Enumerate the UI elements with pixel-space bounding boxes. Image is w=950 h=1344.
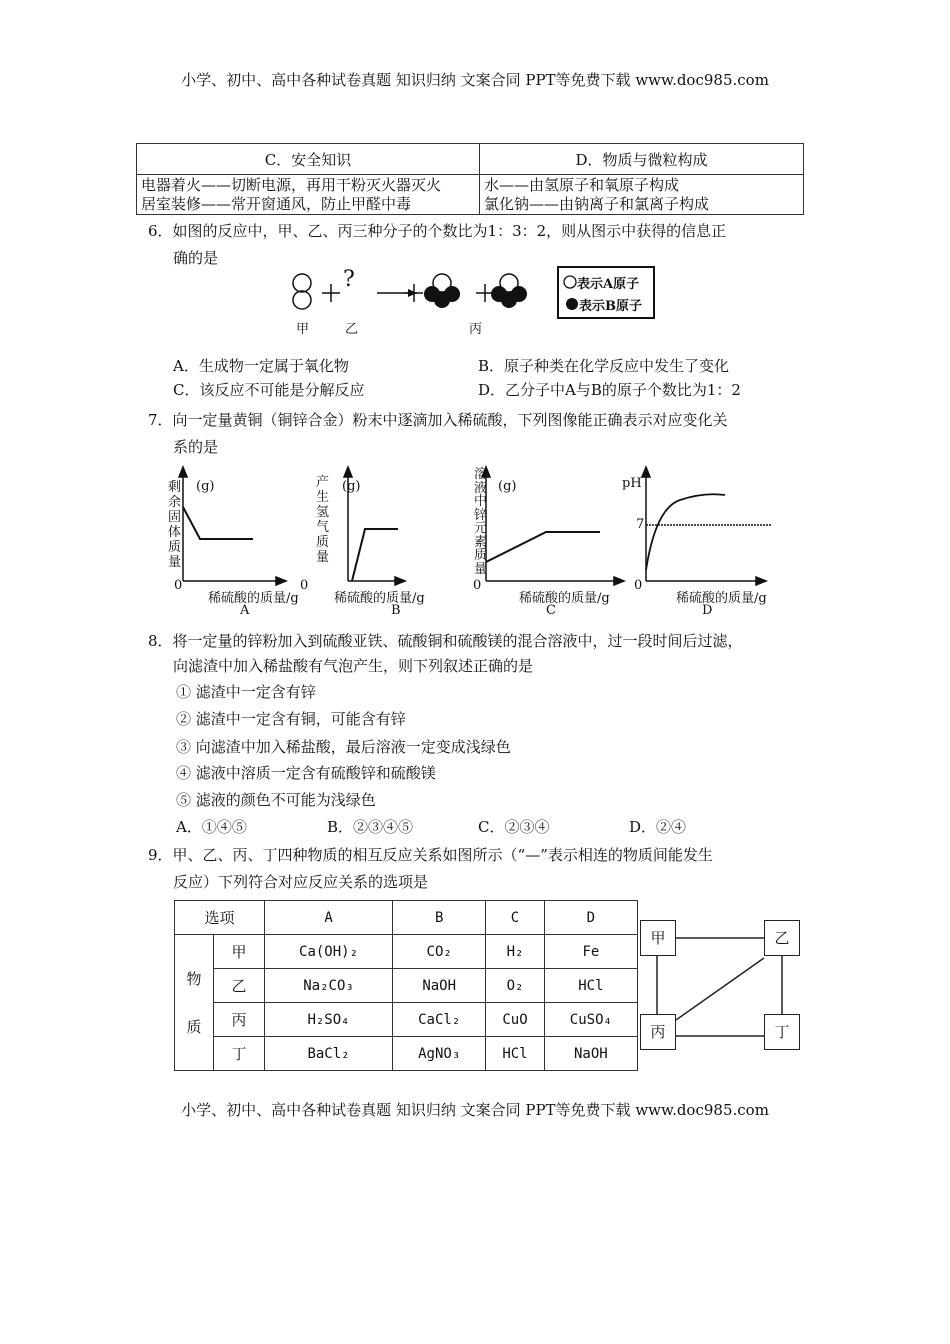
graph-d-origin: 0 (634, 578, 643, 593)
label-yi: 乙 (345, 322, 359, 337)
row-header: 丁 (214, 1037, 265, 1071)
graph-b-unit: (g) (342, 479, 361, 494)
knowledge-table-cd (136, 143, 804, 215)
q9-stem: 9．甲、乙、丙、丁四种物质的相互反应关系如图所示（“—”表示相连的物质间能发生 (148, 846, 713, 864)
table-cell: CO₂ (393, 935, 486, 969)
graph-a-unit: (g) (196, 479, 215, 494)
table-cell: Na₂CO₃ (265, 969, 393, 1003)
table-cell: O₂ (486, 969, 544, 1003)
q8-statement: ③ 向滤渣中加入稀盐酸，最后溶液一定变成浅绿色 (176, 738, 511, 756)
label-jia: 甲 (296, 322, 310, 337)
graph-c-xlabel: 稀硫酸的质量/g (519, 591, 610, 606)
table-cell: BaCl₂ (265, 1037, 393, 1071)
graph-b-ylabel: 产生氢气质量 (316, 475, 330, 565)
d-line: 水——由氢原子和氧原子构成 (484, 175, 680, 194)
corner-header: 选项 (175, 901, 265, 935)
row-header: 乙 (214, 969, 265, 1003)
q8-stem: 8．将一定量的锌粉加入到硫酸亚铁、硫酸铜和硫酸镁的混合溶液中，过一段时间后过滤， (148, 632, 743, 650)
c-line: 电器着火——切断电源，再用干粉灭火器灭火 (141, 176, 442, 194)
q6-option-d[interactable]: D．乙分子中A与B的原子个数比为1：2 (478, 381, 741, 399)
node-ding: 丁 (764, 1014, 800, 1050)
graph-d-ylabel: pH (622, 476, 642, 491)
q6-option-a[interactable]: A．生成物一定属于氧化物 (173, 357, 349, 375)
q6-option-b[interactable]: B．原子种类在化学反应中发生了变化 (478, 357, 730, 375)
q6-option-c[interactable]: C．该反应不可能是分解反应 (173, 381, 365, 399)
table-cell: HCl (486, 1037, 544, 1071)
col-header: B (393, 901, 486, 935)
row-header: 丙 (214, 1003, 265, 1037)
graph-d-xlabel: 稀硫酸的质量/g (676, 591, 767, 606)
q7-stem-cont: 系的是 (173, 438, 219, 456)
unknown-molecule-mark: ? (343, 267, 355, 292)
table-cell: H₂ (486, 935, 544, 969)
col-header: D (544, 901, 637, 935)
table-cell: H₂SO₄ (265, 1003, 393, 1037)
node-yi: 乙 (764, 920, 800, 956)
q8-option-b[interactable]: B．②③④⑤ (327, 818, 414, 836)
graph-c-ylabel: 溶液中锌元素质量 (474, 467, 488, 577)
table-cell: NaOH (544, 1037, 637, 1071)
table-cell: NaOH (393, 969, 486, 1003)
graph-a-ylabel: 剩余固体质量 (168, 480, 182, 570)
graph-a-xlabel: 稀硫酸的质量/g (208, 591, 299, 606)
q9-stem-cont: 反应）下列符合对应反应关系的选项是 (173, 873, 429, 891)
col-d-title: D．物质与微粒构成 (480, 144, 804, 175)
table-cell: Fe (544, 935, 637, 969)
c-line: 居室装修——常开窗通风，防止甲醛中毒 (141, 195, 412, 213)
page-header: 小学、初中、高中各种试卷真题 知识归纳 文案合同 PPT等免费下载 www.doc985.com (181, 71, 769, 89)
q9-options-table (174, 900, 638, 1071)
group-label: 质 (186, 1017, 202, 1036)
graph-a-letter: A (240, 603, 250, 618)
table-cell: AgNO₃ (393, 1037, 486, 1071)
label-bing: 丙 (469, 322, 483, 337)
graph-d-tick-7: 7 (636, 517, 645, 532)
table-cell: CaCl₂ (393, 1003, 486, 1037)
q6-stem: 6．如图的反应中，甲、乙、丙三种分子的个数比为1：3：2，则从图示中获得的信息正 (148, 222, 727, 240)
node-jia: 甲 (640, 920, 676, 956)
q8-option-d[interactable]: D．②④ (629, 818, 687, 836)
graph-c-unit: (g) (498, 479, 517, 494)
q8-statement: ① 滤渣中一定含有锌 (176, 683, 316, 701)
q7-stem: 7．向一定量黄铜（铜锌合金）粉末中逐滴加入稀硫酸，下列图像能正确表示对应变化关 (148, 411, 728, 429)
table-cell: HCl (544, 969, 637, 1003)
col-c-title: C．安全知识 (137, 144, 480, 175)
table-cell: CuSO₄ (544, 1003, 637, 1037)
node-bing: 丙 (640, 1014, 676, 1050)
graph-d-letter: D (702, 603, 713, 618)
q8-option-c[interactable]: C．②③④ (478, 818, 550, 836)
graph-c-letter: C (546, 603, 556, 618)
col-header: C (486, 901, 544, 935)
q8-stem-cont: 向滤渣中加入稀盐酸有气泡产生，则下列叙述正确的是 (173, 657, 534, 675)
legend-a: 表示A原子 (577, 277, 640, 292)
legend-b: 表示B原子 (579, 299, 642, 314)
q8-statement: ④ 滤液中溶质一定含有硫酸锌和硫酸镁 (176, 764, 436, 782)
graph-c-origin: 0 (473, 578, 482, 593)
graph-b-xlabel: 稀硫酸的质量/g (334, 591, 425, 606)
table-cell: CuO (486, 1003, 544, 1037)
q8-statement: ② 滤渣中一定含有铜，可能含有锌 (176, 710, 406, 728)
q8-statement: ⑤ 滤液的颜色不可能为浅绿色 (176, 791, 376, 809)
group-label: 物 (186, 969, 202, 988)
page-footer: 小学、初中、高中各种试卷真题 知识归纳 文案合同 PPT等免费下载 www.doc985.com (181, 1101, 769, 1119)
d-line: 氯化钠——由钠离子和氯离子构成 (484, 194, 710, 213)
graph-b-letter: B (391, 603, 401, 618)
col-header: A (265, 901, 393, 935)
graph-b-origin: 0 (300, 578, 309, 593)
q6-stem-cont: 确的是 (173, 249, 219, 267)
graph-a-origin: 0 (174, 578, 183, 593)
row-header: 甲 (214, 935, 265, 969)
q8-option-a[interactable]: A．①④⑤ (176, 818, 247, 836)
table-cell: Ca(OH)₂ (265, 935, 393, 969)
